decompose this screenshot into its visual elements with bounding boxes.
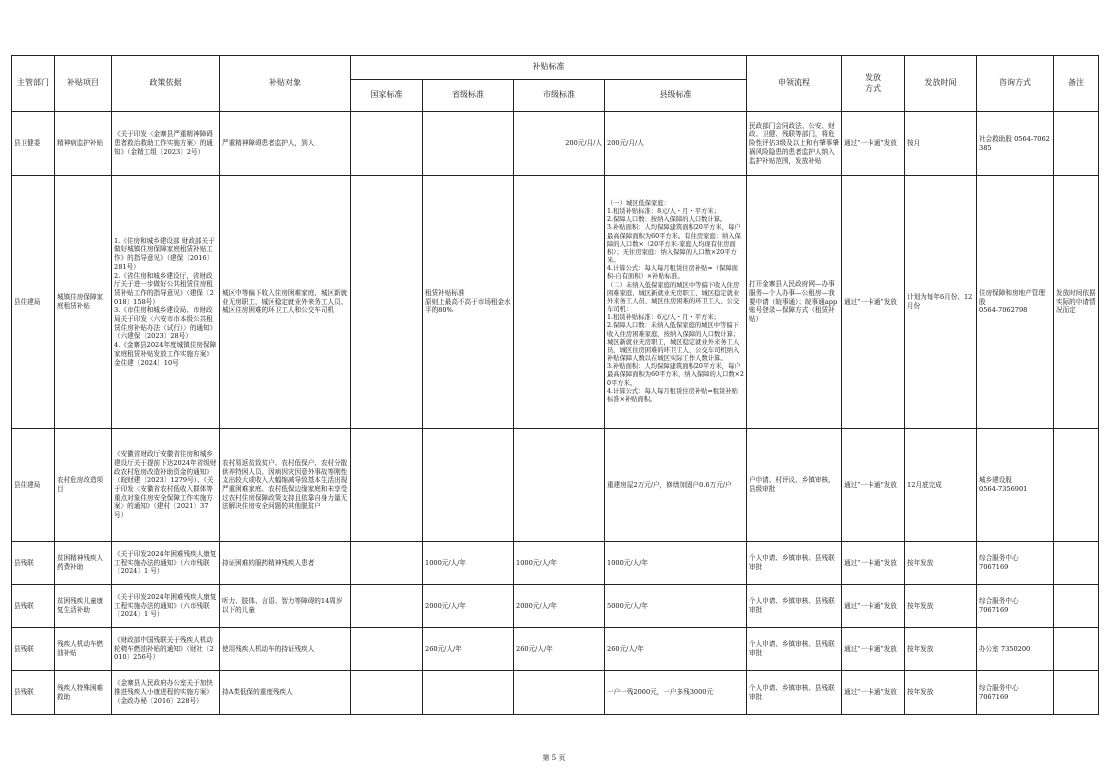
cell-item: 精神病监护补贴	[55, 112, 112, 176]
cell-dept: 县住建局	[12, 176, 55, 429]
cell-county: 重建房屋2万元/户，修缮加固户0.6万元/户	[605, 429, 747, 542]
cell-target: 使用残疾人机动车的持证残疾人	[220, 628, 351, 671]
cell-city: 1000元/人/年	[514, 542, 605, 585]
header-target: 补贴对象	[220, 56, 351, 112]
cell-dept: 县残联	[12, 671, 55, 715]
header-note: 备注	[1054, 56, 1099, 112]
cell-target: 听力、肢体、言语、智力等障碍的14周岁以下的儿童	[220, 585, 351, 628]
cell-provincial	[423, 112, 514, 176]
cell-county: 200元/月/人	[605, 112, 747, 176]
cell-city	[514, 429, 605, 542]
cell-time: 按年发放	[905, 542, 977, 585]
header-basis: 政策依据	[112, 56, 220, 112]
cell-city: 2000元/人/年	[514, 585, 605, 628]
cell-contact: 综合服务中心 7067169	[977, 542, 1054, 585]
header-item: 补贴项目	[55, 56, 112, 112]
table-row	[12, 671, 1099, 715]
cell-county: 260元/人/年	[605, 628, 747, 671]
cell-time: 按年发放	[905, 628, 977, 671]
cell-city	[514, 176, 605, 429]
cell-process: 个人申请、乡镇审核、县残联审批	[747, 671, 842, 715]
cell-national	[351, 112, 423, 176]
cell-city: 200元/月/人	[514, 112, 605, 176]
table-row	[12, 176, 1099, 429]
header-provincial: 省级标准	[423, 80, 514, 112]
cell-item: 贫困精神残疾人药费补助	[55, 542, 112, 585]
cell-time: 12月底完成	[905, 429, 977, 542]
cell-contact: 住房保障和房地产管理股 0564-7062798	[977, 176, 1054, 429]
cell-note	[1054, 112, 1099, 176]
cell-national	[351, 628, 423, 671]
cell-process: 个人申请、乡镇审核、县残联审批	[747, 542, 842, 585]
cell-city: 260元/人/年	[514, 628, 605, 671]
cell-method: 通过“一卡通”发放	[842, 671, 905, 715]
header-county: 县级标准	[605, 80, 747, 112]
cell-basis: 《财政部中国残联关于残疾人机动轮椅车燃油补贴的通知》（财社〔2010〕256号）	[112, 628, 220, 671]
cell-method: 通过“一卡通”发放	[842, 585, 905, 628]
cell-basis: 《安徽省财政厅安徽省住房和城乡建设厅关于提前下达2024年省级财政农村危房改造补助资金的通知》（皖财建〔2023〕1279号）、《关于印发〈安徽省农村低收入群体等重点对象住房安全保障工作实施方案〉的通知》（建村〔2021〕37号）	[112, 429, 220, 542]
cell-basis: 1.《住房和城乡建设部 财政部关于做好城镇住房保障家庭租赁补贴工作》的指导意见》（建保〔2016〕281号） 2.《省住房和城乡建设厅，省财政厅关于进一步做好公共租赁住房租赁补贴工作的指导意见》（建保〔2018〕158号） 3.《市住房和城乡建设局、市财政局关于印发〈六安市市本级公共租赁住房补贴办法（试行）〉的通知》（六建保〔2023〕28号） 4.《金寨县2024年度城镇住房保障家庭租赁补贴发放工作实施方案》金住建〔2024〕10号	[112, 176, 220, 429]
subsidy-table	[11, 55, 1099, 715]
cell-dept: 县卫健委	[12, 112, 55, 176]
cell-time: 计划为每年6月份、12月份	[905, 176, 977, 429]
cell-national	[351, 585, 423, 628]
cell-contact: 综合服务中心 7067169	[977, 671, 1054, 715]
header-process: 申领流程	[747, 56, 842, 112]
cell-item: 农村危房改造项目	[55, 429, 112, 542]
cell-dept: 县残联	[12, 542, 55, 585]
cell-dept: 县残联	[12, 628, 55, 671]
cell-process: 民政部门会同政法、公安、财政、卫健、残联等部门，将危险性评估3级及以上和有肇事肇祸风险隐患的患者监护人纳入监护补贴范围，发放补贴	[747, 112, 842, 176]
cell-county: 1000元/人/年	[605, 542, 747, 585]
cell-dept: 县残联	[12, 585, 55, 628]
cell-target: 持证困难的服药精神残疾人患者	[220, 542, 351, 585]
header-contact: 咨询方式	[977, 56, 1054, 112]
cell-contact: 城乡建设股 0564-7356901	[977, 429, 1054, 542]
table-row	[12, 585, 1099, 628]
cell-target: 持A类低保的重度残疾人	[220, 671, 351, 715]
cell-provincial	[423, 429, 514, 542]
cell-provincial: 260元/人/年	[423, 628, 514, 671]
cell-contact: 办公室 7350200	[977, 628, 1054, 671]
cell-item: 残疾人机动车燃油补贴	[55, 628, 112, 671]
cell-process: 户申请、村评议、乡镇审核、县级审批	[747, 429, 842, 542]
cell-national	[351, 176, 423, 429]
cell-method: 通过“一卡通”发放	[842, 628, 905, 671]
cell-basis: 《关于印发〈金寨县严重精神障碍患者救治救助工作实施方案〉的通知》（金精工组〔2023〕2号）	[112, 112, 220, 176]
cell-time: 按月	[905, 112, 977, 176]
cell-national	[351, 542, 423, 585]
cell-provincial: 1000元/人/年	[423, 542, 514, 585]
cell-target: 严重精神障碍患者监护人，到人	[220, 112, 351, 176]
cell-provincial: 2000元/人/年	[423, 585, 514, 628]
cell-basis: 《关于印发2024年困难残疾人康复工程实施办法的通知》（六市残联〔2024〕1 号）	[112, 542, 220, 585]
cell-national	[351, 671, 423, 715]
page-number: 第 5 页	[542, 754, 566, 762]
cell-time: 按年发放	[905, 585, 977, 628]
table-row	[12, 542, 1099, 585]
header-standard: 补贴标准	[351, 56, 747, 80]
cell-note	[1054, 671, 1099, 715]
table-row	[12, 429, 1099, 542]
header-method: 发放 方式	[842, 56, 905, 112]
cell-basis: 《关于印发2024年困难残疾人康复工程实施办法的通知》（六市残联〔2024〕1 号）	[112, 585, 220, 628]
cell-item: 贫困残疾儿童康复生活补助	[55, 585, 112, 628]
cell-basis: 《金寨县人民政府办公室关于加快推进残疾人小康进程的实施方案》（金政办秘〔2016〕228号）	[112, 671, 220, 715]
header-dept: 主管部门	[12, 56, 55, 112]
cell-note	[1054, 542, 1099, 585]
cell-time: 按年发放	[905, 671, 977, 715]
header-city: 市级标准	[514, 80, 605, 112]
cell-target: 农村易返贫致贫户、农村低保户、农村分散供养特困人员、因病因灾因意外事故等刚性支出较大或收入大幅缩减导致基本生活出现严重困难家庭、农村低保边缘家庭和未享受过农村住房保障政策支持且依靠自身力量无法解决住房安全问题的其他脱贫户	[220, 429, 351, 542]
cell-item: 城镇住房保障家庭租赁补贴	[55, 176, 112, 429]
cell-process: 打开金寨县人民政府网—办事服务—个人办事—公租房—我要申请（皖事通）；皖事通app账号登录—保障方式（租赁补贴）	[747, 176, 842, 429]
table-row	[12, 628, 1099, 671]
cell-county: （一）城区低保家庭： 1.租赁补贴标准：8元/人・月・平方米； 2.保障人口数：按纳入保障的人口数计算。 3.补贴面积：人均保障建筑面积20平方米，每户最高保障面积为60平方米。有住房家庭：纳入保障的人口数×（20平方米-家庭人均现有住房面积）；无住房家庭：纳入保障的人口数×20平方米。 4.计算公式：每人每月租赁住房补贴=（保障面积-自有面积）×补贴标准。 （二）未纳入低保家庭的城区中等偏下收入住房困难家庭、城区新就业无房职工、城区稳定就业外来务工人员、城区住房困难的环卫工人、公交车司机： 1.租赁补贴标准：6元/人・月・平方米； 2.保障人口数：未纳入低保家庭的城区中等偏下收入住房困难家庭，按纳入保障的人口数计算；城区新就业无房职工，城区稳定就业外来务工人员，城区住房困难的环卫工人、公交车司机纳入补贴保障人数以在城区实际工作人数计算。 3.补贴面积：人均保障建筑面积20平方米，每户最高保障面积为60平方米，纳入保障的人口数×20平方米。 4.计算公式：每人每月租赁住房补贴=租赁补贴标准×补贴面积。	[605, 176, 747, 429]
cell-item: 残疾人特殊困难救助	[55, 671, 112, 715]
cell-note: 发放时间依据实际的申请情况而定	[1054, 176, 1099, 429]
cell-method: 通过“一卡通”发放	[842, 112, 905, 176]
cell-dept: 县住建局	[12, 429, 55, 542]
cell-note	[1054, 628, 1099, 671]
header-national: 国家标准	[351, 80, 423, 112]
cell-contact: 社会救助股 0564-7062385	[977, 112, 1054, 176]
header-row	[12, 56, 1099, 80]
cell-national	[351, 429, 423, 542]
cell-note	[1054, 585, 1099, 628]
cell-provincial: 租赁补贴标准 原则上最高不高于市场租金水平的80%	[423, 176, 514, 429]
cell-county: 一户一残2000元，一户多残3000元	[605, 671, 747, 715]
cell-process: 个人申请、乡镇审核、县残联审批	[747, 585, 842, 628]
cell-provincial	[423, 671, 514, 715]
cell-contact: 综合服务中心 7067169	[977, 585, 1054, 628]
cell-method: 通过“一卡通”发放	[842, 542, 905, 585]
cell-city	[514, 671, 605, 715]
cell-process: 个人申请、乡镇审核、县残联审批	[747, 628, 842, 671]
header-time: 发放时间	[905, 56, 977, 112]
cell-note	[1054, 429, 1099, 542]
cell-method: 通过“一卡通”发放	[842, 176, 905, 429]
cell-method: 通过“一卡通”发放	[842, 429, 905, 542]
table-row	[12, 112, 1099, 176]
cell-county: 5000元/人/年	[605, 585, 747, 628]
cell-target: 城区中等偏下收入住房困难家庭、城区新就业无房职工，城区稳定就业外来务工人员、城区住房困难的环卫工人和公交车司机	[220, 176, 351, 429]
